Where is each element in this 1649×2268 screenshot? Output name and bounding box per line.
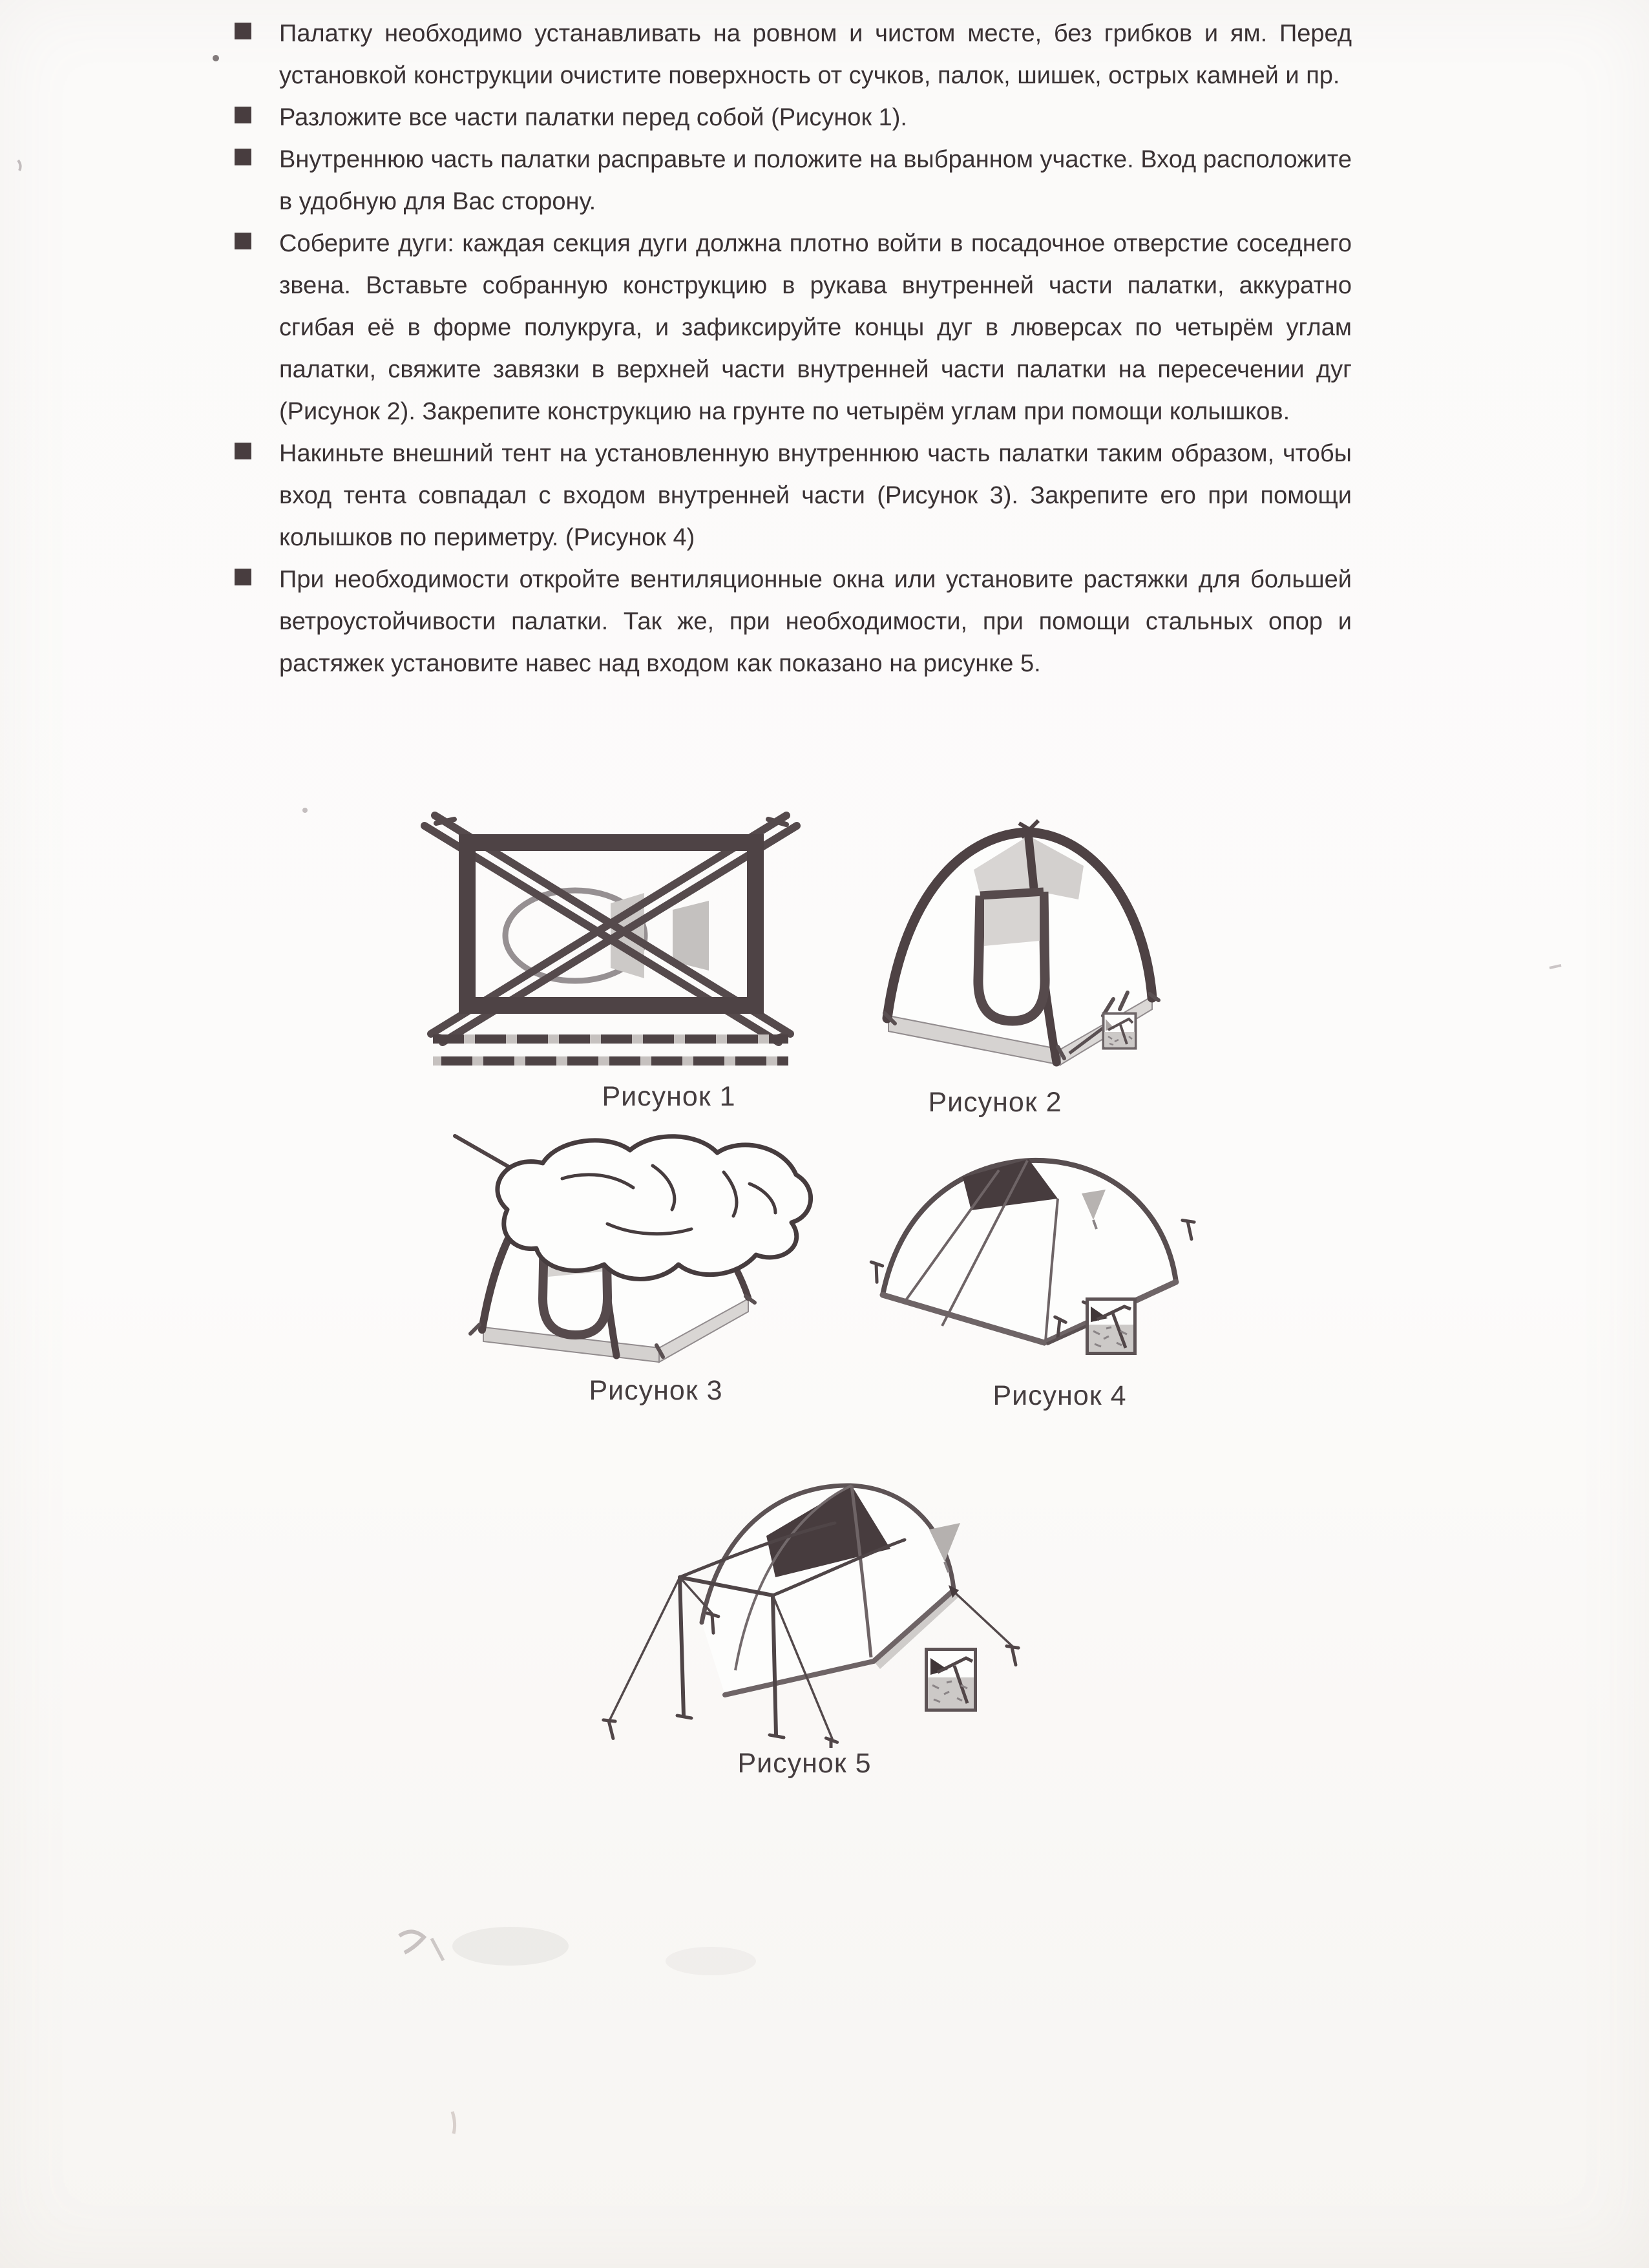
figure-4-caption: Рисунок 4 [993, 1380, 1127, 1411]
peg-detail-inset [927, 1650, 976, 1710]
instruction-text: Накиньте внешний тент на установленную внутреннюю часть палатки таким образом, чтобы вход тента совпадал с входом внутренней части (Рисунок 3). Закрепите его при помощи колышков по периметру. (Рисунок 4) [279, 440, 1352, 551]
bullet-square-icon [235, 149, 251, 165]
bullet-square-icon [235, 107, 251, 123]
figure-3 [446, 1126, 834, 1407]
bullet-square-icon [235, 233, 251, 249]
bullet-square-icon [235, 443, 251, 459]
bullet-square-icon [235, 23, 251, 39]
list-item [235, 13, 1352, 97]
figure-2 [876, 808, 1173, 1118]
instruction-list [235, 13, 1352, 685]
figure-1-drawing [417, 809, 804, 1071]
peg-detail-inset [1104, 1014, 1136, 1049]
tent-door [978, 892, 1045, 1021]
instruction-text: При необходимости откройте вентиляционные окна или установите растяжки для большей ветроустойчивости палатки. Так же, при необходимости, при помощи стальных опор и растяжек установите навес над входом как показано на рисунке 5. [279, 566, 1352, 677]
list-item [235, 223, 1352, 433]
list-item [235, 97, 1352, 139]
figure-2-caption: Рисунок 2 [928, 1087, 1062, 1118]
list-item [235, 433, 1352, 559]
peg-detail-inset [1087, 1299, 1135, 1354]
figure-5-drawing [582, 1457, 1086, 1748]
figure-4 [866, 1137, 1273, 1412]
folded-pole-sections [433, 1039, 788, 1061]
instruction-text: Палатку необходимо устанавливать на ровном и чистом месте, без грибков и ям. Перед установкой конструкции очистите поверхность от сучков, палок, шишек, острых камней и пр. [279, 20, 1352, 89]
instruction-text: Внутреннюю часть палатки расправьте и положите на выбранном участке. Вход расположите в удобную для Вас сторону. [279, 146, 1352, 215]
list-item [235, 139, 1352, 223]
figure-1 [417, 809, 804, 1113]
figure-5-caption: Рисунок 5 [737, 1748, 872, 1779]
list-item [235, 559, 1352, 685]
figure-4-drawing [866, 1137, 1273, 1370]
figure-3-drawing [446, 1126, 834, 1365]
figure-5 [582, 1457, 1086, 1780]
bullet-square-icon [235, 569, 251, 585]
instruction-text: Разложите все части палатки перед собой (Рисунок 1). [279, 104, 907, 131]
instruction-text: Соберите дуги: каждая секция дуги должна плотно войти в посадочное отверстие соседнего звена. Вставьте собранную конструкцию в рукава внутренней части палатки, аккуратно сгибая её в форме полукруга, и зафиксируйте концы дуг в люверсах по четырём углам палатки, свяжите завязки в верхней части внутренней части палатки на пересечении дуг (Рисунок 2). Закрепите конструкцию на грунте по четырём углам при помощи колышков. [279, 230, 1352, 425]
figure-1-caption: Рисунок 1 [602, 1081, 736, 1112]
figure-3-caption: Рисунок 3 [589, 1375, 723, 1406]
figure-2-drawing [876, 808, 1173, 1073]
